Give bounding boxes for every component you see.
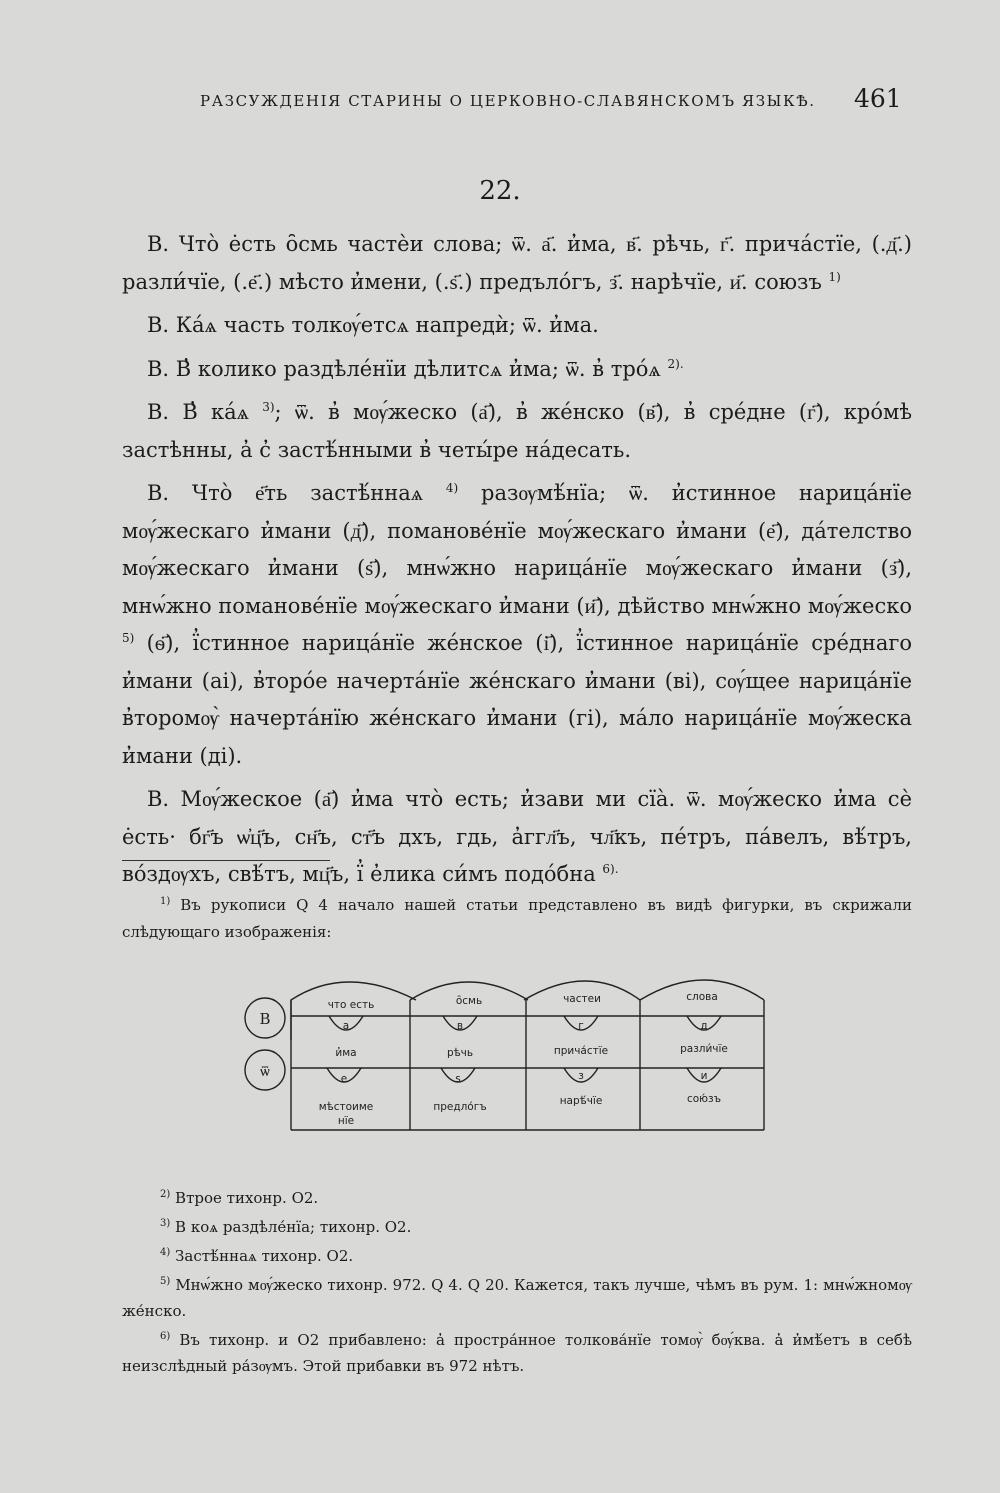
cell-word-3: прича́стїе — [553, 1045, 609, 1057]
page-header — [0, 84, 1000, 124]
footnote-6: $^{6)}$ Въ тихонр. и О2 прибавлено: а̓ простра́нное толкова́нїе томѹ̀ бѹ́ква. а̓ и̓мѣ́етъ в себѣ неизслѣдный ра́зѹмъ. Этой прибавки въ 972 нѣтъ. — [122, 1331, 912, 1375]
footnote-ref-5[interactable]: 5) — [122, 631, 135, 645]
footnote-divider — [122, 860, 330, 861]
row-label-question: В — [259, 1010, 271, 1028]
paragraph-masculine-noun: В. Мѹ́жеское (а҃) и̓ма что̀ есть; и̓зави ми сїа̀. ѿ. мѹ́жеско и̓ма сѐ е̇сть· бг҃ъ ѡ҆ц҃ъ, сн҃ъ, ст҃ъ дхъ, гдь, а̓ггл҃ъ, чл҃къ, пе́тръ, па́велъ, вѣ́тръ, вóздѹхъ, свѣ́тъ, мц҃ъ, ї̓ е̓лика си́мъ подо́бна $^{6).}$ — [122, 787, 912, 886]
main-text — [122, 226, 912, 900]
cell-word-5-tail: нїе — [337, 1115, 355, 1127]
footnote-4: $^{4)}$ Застѣ́ннаѧ тихонр. О2. — [160, 1247, 354, 1265]
footnote-1: $^{1)}$ Въ рукописи Q 4 начало нашей статьи представлено въ видѣ фигурки, въ скрижали слѣдующаго изображенія: — [122, 896, 912, 941]
footnotes-list — [122, 1182, 912, 1379]
cell-word-4: разли́чїе — [680, 1043, 728, 1055]
cell-word-2: рѣчь — [446, 1047, 474, 1059]
footnote-2: $^{2)}$ Втрое тихонр. О2. — [160, 1189, 319, 1207]
arch-label-3: частеи — [563, 993, 601, 1005]
numeral-4: д — [700, 1020, 708, 1032]
numeral-8: и — [700, 1070, 708, 1082]
numeral-5: е — [340, 1073, 348, 1085]
footnote-ref-6[interactable]: 6). — [602, 862, 619, 876]
paragraph-noun-divisions: В. В̓ колико раздѣле́нїи дѣлитсѧ и̓ма; ѿ. в̓ тро́ѧ $^{2).}$ — [147, 356, 684, 381]
row-label-answer: ѿ — [260, 1062, 270, 1080]
arch-1 — [291, 982, 416, 1040]
cell-word-8: сою́зъ — [686, 1093, 722, 1105]
cell-word-6: предло́гъ — [433, 1101, 487, 1113]
cell-word-5: мѣстоиме — [318, 1101, 374, 1113]
numeral-1: а — [342, 1020, 350, 1032]
manuscript-table-figure — [236, 966, 776, 1136]
cell-word-1: и̓ма — [335, 1047, 357, 1059]
running-title: РАЗСУЖДЕНІЯ СТАРИНЫ О ЦЕРКОВНО-СЛАВЯНСКОМЪ ЯЗЫКѢ. — [200, 92, 816, 110]
numeral-3: г — [578, 1020, 584, 1032]
cell-word-7: нарѣ́чїе — [559, 1095, 603, 1107]
footnote-ref-3[interactable]: 3) — [262, 400, 275, 414]
arch-label-2: о̑смь — [455, 995, 483, 1007]
arch-label-1: что есть — [327, 999, 375, 1011]
page-number: 461 — [854, 84, 902, 113]
numeral-2: в — [456, 1020, 464, 1032]
footnote-ref-4[interactable]: 4) — [445, 481, 459, 495]
numeral-6: ѕ — [455, 1073, 461, 1085]
footnote-ref-2[interactable]: 2). — [667, 356, 684, 371]
paragraph-first-part: В. Ка́ѧ часть толкѹ́етсѧ напредѝ; ѿ. и̓ма. — [147, 313, 599, 337]
footnote-ref-1[interactable]: 1) — [828, 269, 841, 284]
numeral-7: з — [578, 1070, 584, 1082]
figure-diagram — [236, 966, 776, 1136]
section-number: 22. — [479, 176, 521, 206]
paragraph-cases: В. Что̀ е҃ть застѣ́ннаѧ $^{4)}$ разѹмѣ́нїа; ѿ. и̓стинное нарица́нїе мѹ́жескаго и̓мани (д҃), помановéнїе мѹ́жескаго и̓мани (е҃), да́телство мѹ́жескаго и̓мани (ѕ҃), мнѡ́жно нарица́нїе мѹ́жескаго и̓мани (з҃), мнѡ́жно помановéнїе мѹ́жескаго и̓мани (и҃), дѣйство мнѡ́жно мѹ́жеско $^{5)}$ (ѳ҃), ї̓стинное нарица́нїе же́нское (і҃), ї̓стинное нарица́нїе сре́днаго и̓мани (аі), в̓торо́е начерта́нїе же́нскаго и̓мани (ві), сѹ́щее нарица́нїе в̓торомѹ̀ начерта́нїю же́нскаго и̓мани (гі), ма́ло нарица́нїе мѹ́жеска и̓мани (ді). — [122, 481, 913, 768]
footnote-3: $^{3)}$ В коѧ раздѣле́нїа; тихонр. О2. — [160, 1218, 412, 1236]
paragraph-parts-of-speech: В. Что̀ е̇сть о̑смь частѐи слова; ѿ. а҃. и̓ма, в҃. рѣчь, г҃. прича́стїе, (.д҃.) разли́чїе, (.е҃.) мѣсто и̓мени, (.ѕ҃.) предълóгъ, з҃. нарѣчїе, и҃. союзъ $^{1)}$ — [122, 232, 912, 294]
arch-label-4: слова — [686, 991, 718, 1003]
paragraph-genders: В. В̓ ка́ѧ $^{3)}$; ѿ. в̓ мѹ́жеско (а҃), в̓ же́нско (в҃), в̓ сре́дне (г҃), кро́мѣ застѣнны, а̓ с̓ застѣ́нными в̓ четы́ре на́десать. — [122, 400, 912, 462]
footnote-5: $^{5)}$ Мнѡ́жно мѹ́жеско тихонр. 972. Q 4. Q 20. Кажется, такъ лучше, чѣмъ въ рум. 1: мнѡ́жномѹ же́нско. — [122, 1276, 912, 1320]
